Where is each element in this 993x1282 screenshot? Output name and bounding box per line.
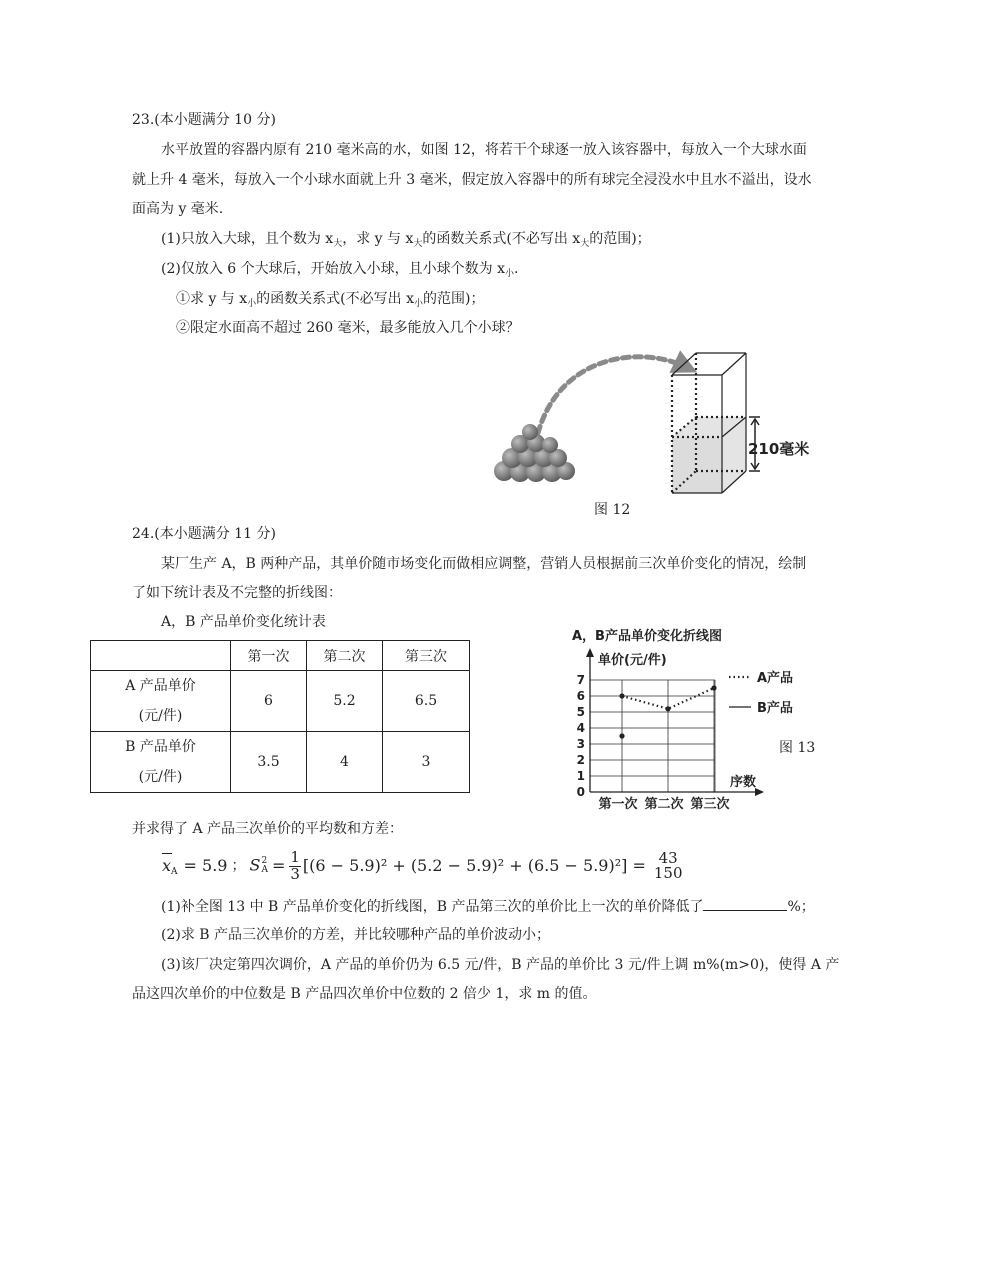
table-header-cell: 第三次	[383, 641, 470, 671]
table-cell: 6	[231, 671, 307, 732]
table-row-label-line2: (元/件)	[138, 708, 183, 724]
table-row	[91, 671, 470, 732]
table-row-label-line1: A 产品单价	[125, 678, 196, 694]
q24-paragraph-line2: 了如下统计表及不完整的折线图：	[132, 585, 342, 601]
variance-subscript: A	[261, 865, 268, 876]
variance-body: [(6 − 5.9)² + (5.2 − 5.9)² + (6.5 − 5.9)²] =	[302, 856, 646, 876]
table-cell: 5.2	[307, 671, 383, 732]
y-tick-label: 4	[576, 721, 585, 735]
figure-12-caption: 图 12	[594, 502, 631, 518]
table-cell: 3.5	[231, 732, 307, 793]
q23-sub2-i-subscript-1: 小	[247, 299, 257, 309]
y-tick-label: 1	[576, 769, 585, 783]
data-point	[711, 685, 716, 690]
data-point	[619, 733, 624, 738]
ball-pile-icon	[494, 424, 575, 482]
q23-sub2-subscript: 小	[504, 269, 514, 279]
q23-sub1-subscript-1: 大	[333, 239, 343, 249]
q24-sub3-line1: (3)该厂决定第四次调价，A 产品的单价仍为 6.5 元/件，B 产品的单价比 3 元/件上调 m%(m>0)，使得 A 产	[161, 957, 840, 973]
q24-sub2: (2)求 B 产品三次单价的方差，并比较哪种产品的单价波动小；	[161, 927, 551, 943]
arc-arrow	[538, 357, 686, 433]
table-row-label	[91, 671, 231, 732]
y-tick-label: 3	[576, 737, 585, 751]
q24-header: 24.(本小题满分 11 分)	[132, 526, 276, 542]
q23-sub2-i-text-b: 的函数关系式(不必写出 x	[256, 291, 414, 307]
q23-paragraph-line3: 面高为 y 毫米.	[132, 201, 224, 217]
table-header-row	[91, 641, 470, 671]
x-axis-arrow-icon	[755, 788, 764, 796]
formula-separator: ；	[231, 858, 246, 875]
q23-header: 23.(本小题满分 10 分)	[132, 112, 276, 128]
y-axis-arrow-icon	[586, 648, 594, 657]
figure-13-caption: 图 13	[779, 740, 816, 756]
table-row-label-line1: B 产品单价	[125, 739, 196, 755]
table-cell: 4	[307, 732, 383, 793]
table-cell: 3	[383, 732, 470, 793]
q23-sub2-i-text-c: 的范围)；	[423, 291, 485, 307]
q23-sub1-text-d: 的范围)；	[589, 231, 651, 247]
q23-sub2-i-text-a: ①求 y 与 x	[176, 291, 248, 307]
table-header-cell: 第一次	[231, 641, 307, 671]
q23-sub2-text-a: (2)仅放入 6 个大球后，开始放入小球，且小球个数为 x	[161, 261, 505, 277]
q24-sub3-line2: 品这四次单价的中位数是 B 产品四次单价中位数的 2 倍少 1，求 m 的值。	[132, 986, 597, 1002]
table-cell: 6.5	[383, 671, 470, 732]
table-row	[91, 732, 470, 793]
y-tick-label: 5	[576, 705, 585, 719]
fraction-denominator: 3	[290, 864, 300, 883]
q24-sub1-text: (1)补全图 13 中 B 产品单价变化的折线图，B 产品第三次的单价比上一次的单价降低了	[161, 899, 704, 915]
q23-paragraph-line2: 就上升 4 毫米，每放入一个小球水面就上升 3 毫米，假定放入容器中的所有球完全浸没水中且水不溢出，设水	[132, 172, 812, 188]
data-point	[619, 693, 624, 698]
variance-symbol	[249, 857, 267, 875]
y-axis-label: 单价(元/件)	[598, 653, 667, 668]
q23-sub1-subscript-2: 大	[413, 239, 423, 249]
q24-sub1-suffix: %；	[787, 899, 815, 915]
mean-symbol	[162, 856, 178, 878]
formula-equals: =	[271, 856, 286, 876]
variance-s: S	[249, 855, 261, 875]
legend-label: A产品	[757, 671, 794, 686]
table-row-label-line2: (元/件)	[138, 769, 183, 785]
q23-sub2-text-b: .	[514, 261, 519, 277]
q23-sub1-text-b: ，求 y 与 x	[342, 231, 414, 247]
answer-blank[interactable]	[703, 898, 787, 911]
height-label: 210毫米	[748, 440, 810, 458]
y-tick-label: 6	[576, 689, 585, 703]
table-title: A，B 产品单价变化统计表	[161, 614, 326, 630]
q24-sub1	[161, 898, 815, 914]
mean-x: x	[162, 856, 172, 876]
water-container	[672, 353, 746, 493]
x-axis-label: 序数	[730, 775, 757, 790]
q23-sub1-subscript-3: 大	[580, 239, 590, 249]
x-tick-label: 第三次	[690, 797, 730, 812]
result-denominator: 150	[653, 864, 683, 883]
q24-after-table: 并求得了 A 产品三次单价的平均数和方差：	[132, 821, 404, 837]
fraction-numerator: 1	[290, 848, 300, 866]
table-row-label	[91, 732, 231, 793]
result-numerator: 43	[658, 848, 678, 867]
variance-formula	[162, 850, 683, 883]
q23-paragraph-line1: 水平放置的容器内原有 210 毫米高的水，如图 12，将若干个球逐一放入该容器中，每放入一个大球水面	[161, 142, 807, 158]
q23-sub2	[161, 261, 519, 279]
variance-superscript: 2	[261, 856, 268, 867]
q23-sub1	[161, 231, 651, 249]
chart-title: A，B产品单价变化折线图	[572, 629, 722, 644]
data-point	[665, 706, 670, 711]
mean-value: = 5.9	[183, 856, 228, 876]
table-header-cell	[91, 641, 231, 671]
q23-sub2-i-subscript-2: 小	[413, 299, 423, 309]
figure-12	[490, 345, 830, 505]
mean-subscript: A	[171, 867, 178, 878]
y-tick-label: 2	[576, 753, 585, 767]
x-tick-label: 第一次	[598, 797, 638, 812]
x-tick-label: 第二次	[644, 797, 684, 812]
fraction-one-third	[289, 850, 301, 883]
q24-paragraph-line1: 某厂生产 A，B 两种产品，其单价随市场变化而做相应调整，营销人员根据前三次单价变化的情况，绘制	[161, 556, 807, 572]
q23-sub1-text-c: 的函数关系式(不必写出 x	[422, 231, 581, 247]
q23-sub2-i	[176, 291, 485, 309]
price-table	[90, 640, 470, 793]
q23-sub1-text-a: (1)只放入大球，且个数为 x	[161, 231, 334, 247]
y-tick-label: 7	[576, 673, 585, 687]
y-tick-label: 0	[576, 785, 585, 799]
fraction-result	[653, 848, 683, 883]
legend-label: B产品	[757, 701, 793, 716]
line-chart	[568, 625, 816, 815]
q23-sub2-ii: ②限定水面高不超过 260 毫米，最多能放入几个小球？	[176, 320, 520, 336]
table-header-cell: 第二次	[307, 641, 383, 671]
